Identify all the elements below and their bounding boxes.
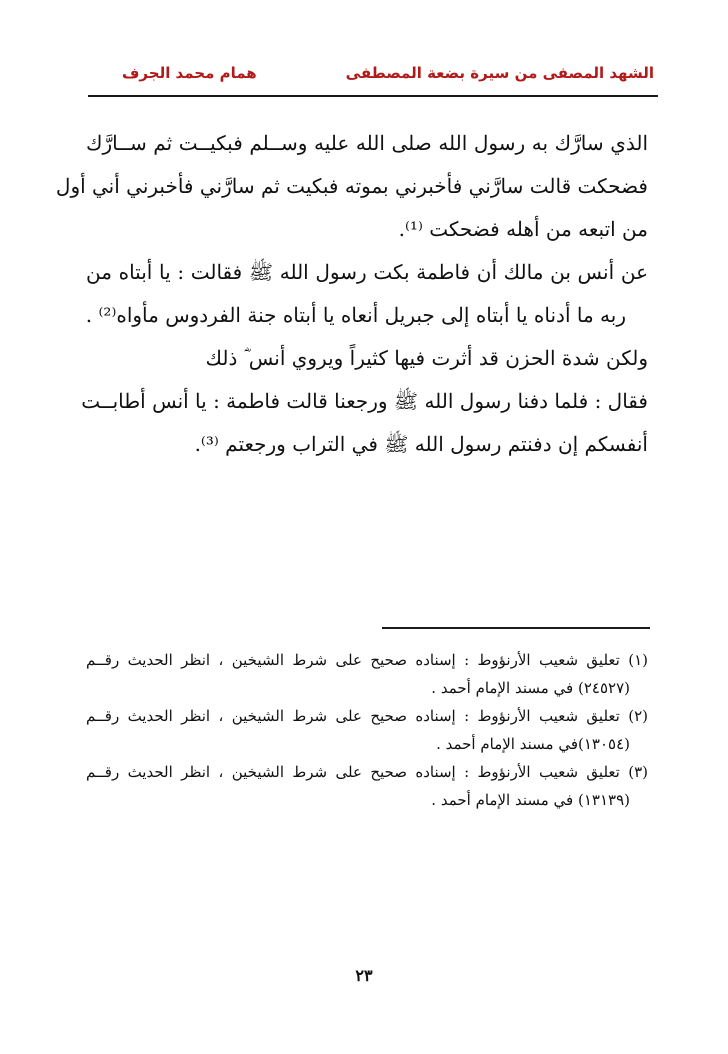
footnote-line: (٢٤٥٢٧) في مسند الإمام أحمد . (431, 679, 630, 697)
page-number: ٢٣ (355, 966, 373, 985)
running-header (112, 62, 654, 88)
body-line: عن أنس بن مالك أن فاطمة بكت رسول الله ﷺ فقالت : يا أبتاه من (86, 260, 648, 284)
body-text (55, 122, 648, 466)
body-line: ولكن شدة الحزن قد أثرت فيها كثيراً ويروي أنس ؓ ذلك (205, 346, 648, 370)
footnote-line: (١٣٠٥٤)في مسند الإمام أحمد . (436, 735, 630, 753)
footnote-line: (١) تعليق شعيب الأرنؤوط : إسناده صحيح على شرط الشيخين ، انظر الحديث رقــم (86, 651, 648, 669)
header-divider (88, 95, 658, 97)
body-line: ربه ما أدناه يا أبتاه إلى جبريل أنعاه يا أبتاه جنة الفردوس مأواه⁽²⁾ . (85, 303, 626, 327)
body-line: أنفسكم إن دفنتم رسول الله ﷺ في التراب ورجعتم ⁽³⁾. (194, 432, 648, 456)
body-line: الذي سارَّك به رسول الله صلى الله عليه وســلم فبكيــت ثم ســارَّك (86, 131, 648, 155)
body-line: فقال : فلما دفنا رسول الله ﷺ ورجعنا قالت فاطمة : يا أنس أطابــت (81, 389, 648, 413)
body-line: فضحكت قالت سارَّني فأخبرني بموته فبكيت ثم سارَّني فأخبرني أني أول (55, 174, 648, 198)
footnotes (86, 646, 648, 814)
footnote-line: (٣) تعليق شعيب الأرنؤوط : إسناده صحيح على شرط الشيخين ، انظر الحديث رقــم (86, 763, 648, 781)
body-line: من اتبعه من أهله فضحكت ⁽¹⁾. (398, 217, 648, 241)
footnote-line: (٢) تعليق شعيب الأرنؤوط : إسناده صحيح على شرط الشيخين ، انظر الحديث رقــم (86, 707, 648, 725)
book-title: الشهد المصفى من سيرة بضعة المصطفى (345, 64, 654, 82)
footnote-line: (١٣١٣٩) في مسند الإمام أحمد . (431, 791, 630, 809)
author-name: همام محمد الجرف (122, 64, 257, 82)
footnote-divider (382, 627, 650, 629)
